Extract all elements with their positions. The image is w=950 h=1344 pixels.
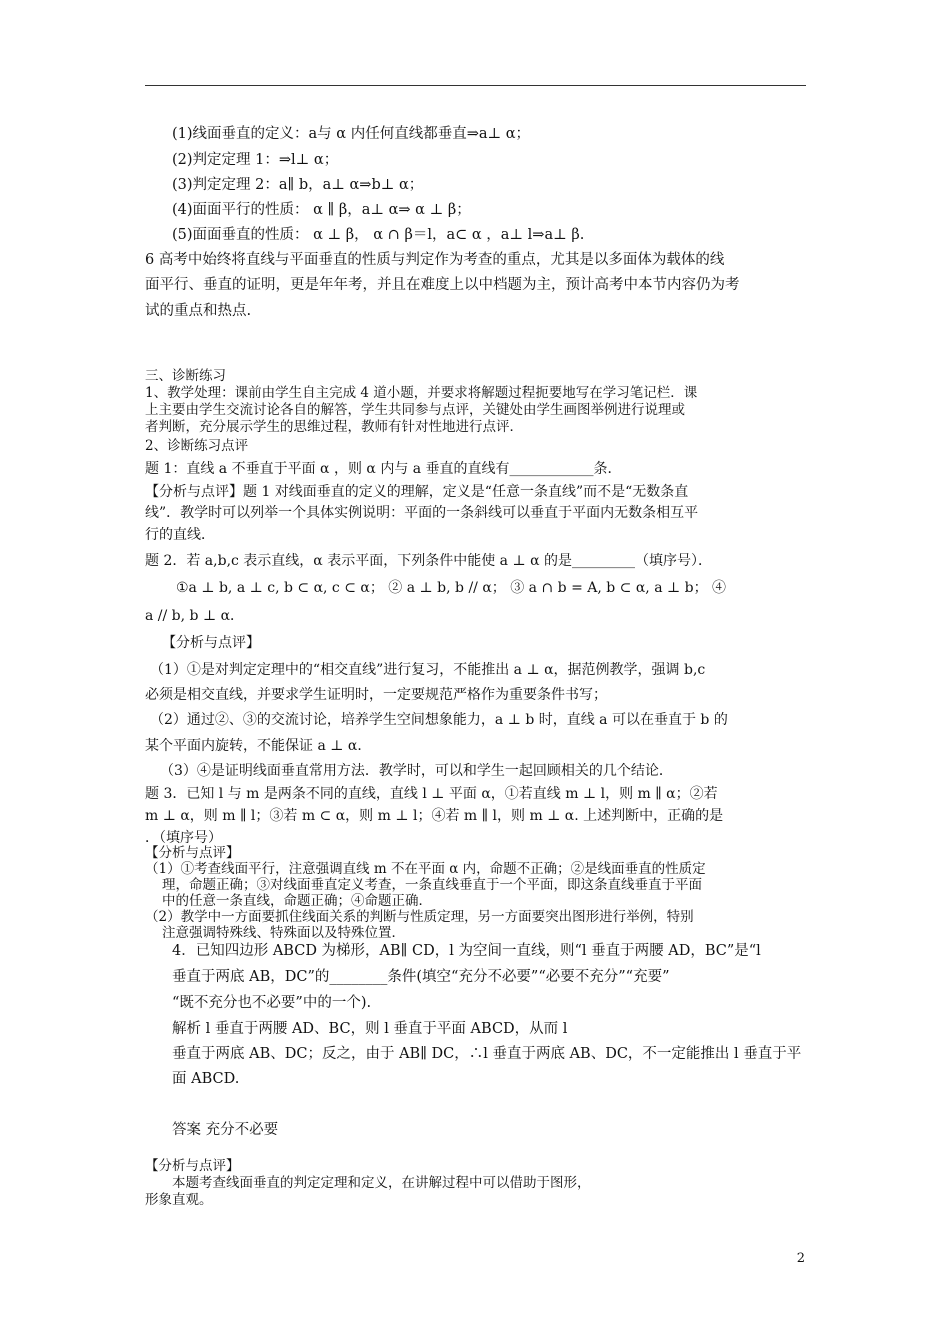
q3-analysis-line-1: （1）①考查线面平行，注意强调直线 m 不在平面 α 内，命题不正确；②是线面垂直的性质定 <box>145 861 706 877</box>
q2-options-line-2: a // b, b ⊥ α． <box>145 608 245 624</box>
q3-text-line-1: 题 3．已知 l 与 m 是两条不同的直线，直线 l ⊥ 平面 α，①若直线 m ⊥ l，则 m ∥ α；②若 <box>145 786 718 802</box>
q3-text-line-3: ．（填序号） <box>145 830 222 846</box>
q2-text: 题 2．若 a,b,c 表示直线，α 表示平面，下列条件中能使 a ⊥ α 的是_________（填序号）． <box>145 553 712 569</box>
page-number: 2 <box>796 1251 805 1266</box>
q4-text-line-3: “既不充分也不必要”中的一个). <box>172 995 372 1011</box>
q2-analysis-line-1: （1）①是对判定定理中的“相交直线”进行复习，不能推出 a ⊥ α，据范例教学，强调 b,c <box>150 662 706 678</box>
q4-analysis-line-1: 本题考查线面垂直的判定定理和定义，在讲解过程中可以借助于图形， <box>172 1175 591 1191</box>
key-point-line-3: 试的重点和热点. <box>145 303 252 319</box>
q2-analysis-line-2: 必须是相交直线，并要求学生证明时，一定要规范严格作为重要条件书写； <box>145 687 607 703</box>
q4-solution-line-2: 垂直于两底 AB、DC；反之，由于 AB∥ DC，∴l 垂直于两底 AB、DC，不一定能推出 l 垂直于平 <box>172 1046 802 1062</box>
q2-analysis-line-4: 某个平面内旋转，不能保证 a ⊥ α． <box>145 738 372 754</box>
q4-solution-line-1: 解析 l 垂直于两腰 AD、BC，则 l 垂直于平面 ABCD，从而 l <box>172 1021 568 1037</box>
key-point-line-1: 6 高考中始终将直线与平面垂直的性质与判定作为考查的重点，尤其是以多面体为载体的线 <box>145 252 725 268</box>
review-title: 2、诊断练习点评 <box>145 438 249 454</box>
property-3: (3)判定定理 2：a∥ b，a⊥ α⇒b⊥ α； <box>172 177 424 193</box>
property-5: (5)面面垂直的性质： α ⊥ β， α ∩ β＝l，a⊂ α ，a⊥ l⇒a⊥ β. <box>172 227 585 243</box>
q1-analysis-line-1: 【分析与点评】题 1 对线面垂直的定义的理解，定义是“任意一条直线”而不是“无数条直 <box>145 484 689 500</box>
processing-line-3: 者判断，充分展示学生的思维过程，教师有针对性地进行点评． <box>145 419 523 435</box>
section-title: 三、诊断练习 <box>145 368 226 384</box>
property-4: (4)面面平行的性质： α ∥ β，a⊥ α⇒ α ⊥ β； <box>172 202 471 218</box>
q3-text-line-2: m ⊥ α，则 m ∥ l；③若 m ⊂ α，则 m ⊥ l；④若 m ∥ l，则 m ⊥ α. 上述判断中，正确的是 <box>145 808 724 824</box>
q3-analysis-title: 【分析与点评】 <box>145 845 240 861</box>
q4-solution-line-3: 面 ABCD. <box>172 1071 240 1087</box>
processing-line-1: 1、教学处理：课前由学生自主完成 4 道小题，并要求将解题过程扼要地写在学习笔记栏．课 <box>145 385 698 401</box>
q2-analysis-title: 【分析与点评】 <box>162 635 260 651</box>
key-point-line-2: 面平行、垂直的证明，更是年年考，并且在难度上以中档题为主，预计高考中本节内容仍为考 <box>145 277 740 293</box>
q3-analysis-line-2: 理，命题正确；③对线面垂直定义考查，一条直线垂直于一个平面，即这条直线垂直于平面 <box>162 877 702 893</box>
q2-options-line-1: ①a ⊥ b, a ⊥ c, b ⊂ α, c ⊂ α； ② a ⊥ b, b // α； ③ a ∩ b = A, b ⊂ α, a ⊥ b； ④ <box>176 580 727 596</box>
q2-analysis-line-3: （2）通过②、③的交流讨论，培养学生空间想象能力，a ⊥ b 时，直线 a 可以在垂直于 b 的 <box>150 712 728 728</box>
q4-answer: 答案 充分不必要 <box>172 1122 279 1138</box>
q4-analysis-title: 【分析与点评】 <box>145 1158 240 1174</box>
header-rule <box>145 85 806 86</box>
q3-analysis-line-5: 注意强调特殊线、特殊面以及特殊位置． <box>162 925 405 941</box>
q1-analysis-line-3: 行的直线． <box>145 527 215 543</box>
q2-analysis-line-5: （3）④是证明线面垂直常用方法．教学时，可以和学生一起回顾相关的几个结论． <box>160 763 673 779</box>
q1-analysis-line-2: 线”．教学时可以列举一个具体实例说明：平面的一条斜线可以垂直于平面内无数条相互平 <box>145 505 699 521</box>
property-1: (1)线面垂直的定义：a与 α 内任何直线都垂直⇒a⊥ α； <box>172 126 531 142</box>
q4-text-line-2: 垂直于两底 AB，DC”的________条件(填空“充分不必要”“必要不充分”“充要” <box>172 969 670 985</box>
property-2: (2)判定定理 1：⇒l⊥ α； <box>172 152 339 168</box>
processing-line-2: 上主要由学生交流讨论各自的解答，学生共同参与点评，关键处由学生画图举例进行说理或 <box>145 402 685 418</box>
q3-analysis-line-3: 中的任意一条直线，命题正确；④命题正确． <box>162 893 432 909</box>
q4-text-line-1: 4．已知四边形 ABCD 为梯形，AB∥ CD，l 为空间一直线，则“l 垂直于两腰 AD，BC”是“l <box>172 943 761 959</box>
q3-analysis-line-4: （2）教学中一方面要抓住线面关系的判断与性质定理，另一方面要突出图形进行举例，特别 <box>145 909 694 925</box>
q1-text: 题 1：直线 a 不垂直于平面 α ，则 α 内与 a 垂直的直线有____________条． <box>145 461 622 477</box>
q4-analysis-line-2: 形象直观。 <box>145 1192 213 1208</box>
